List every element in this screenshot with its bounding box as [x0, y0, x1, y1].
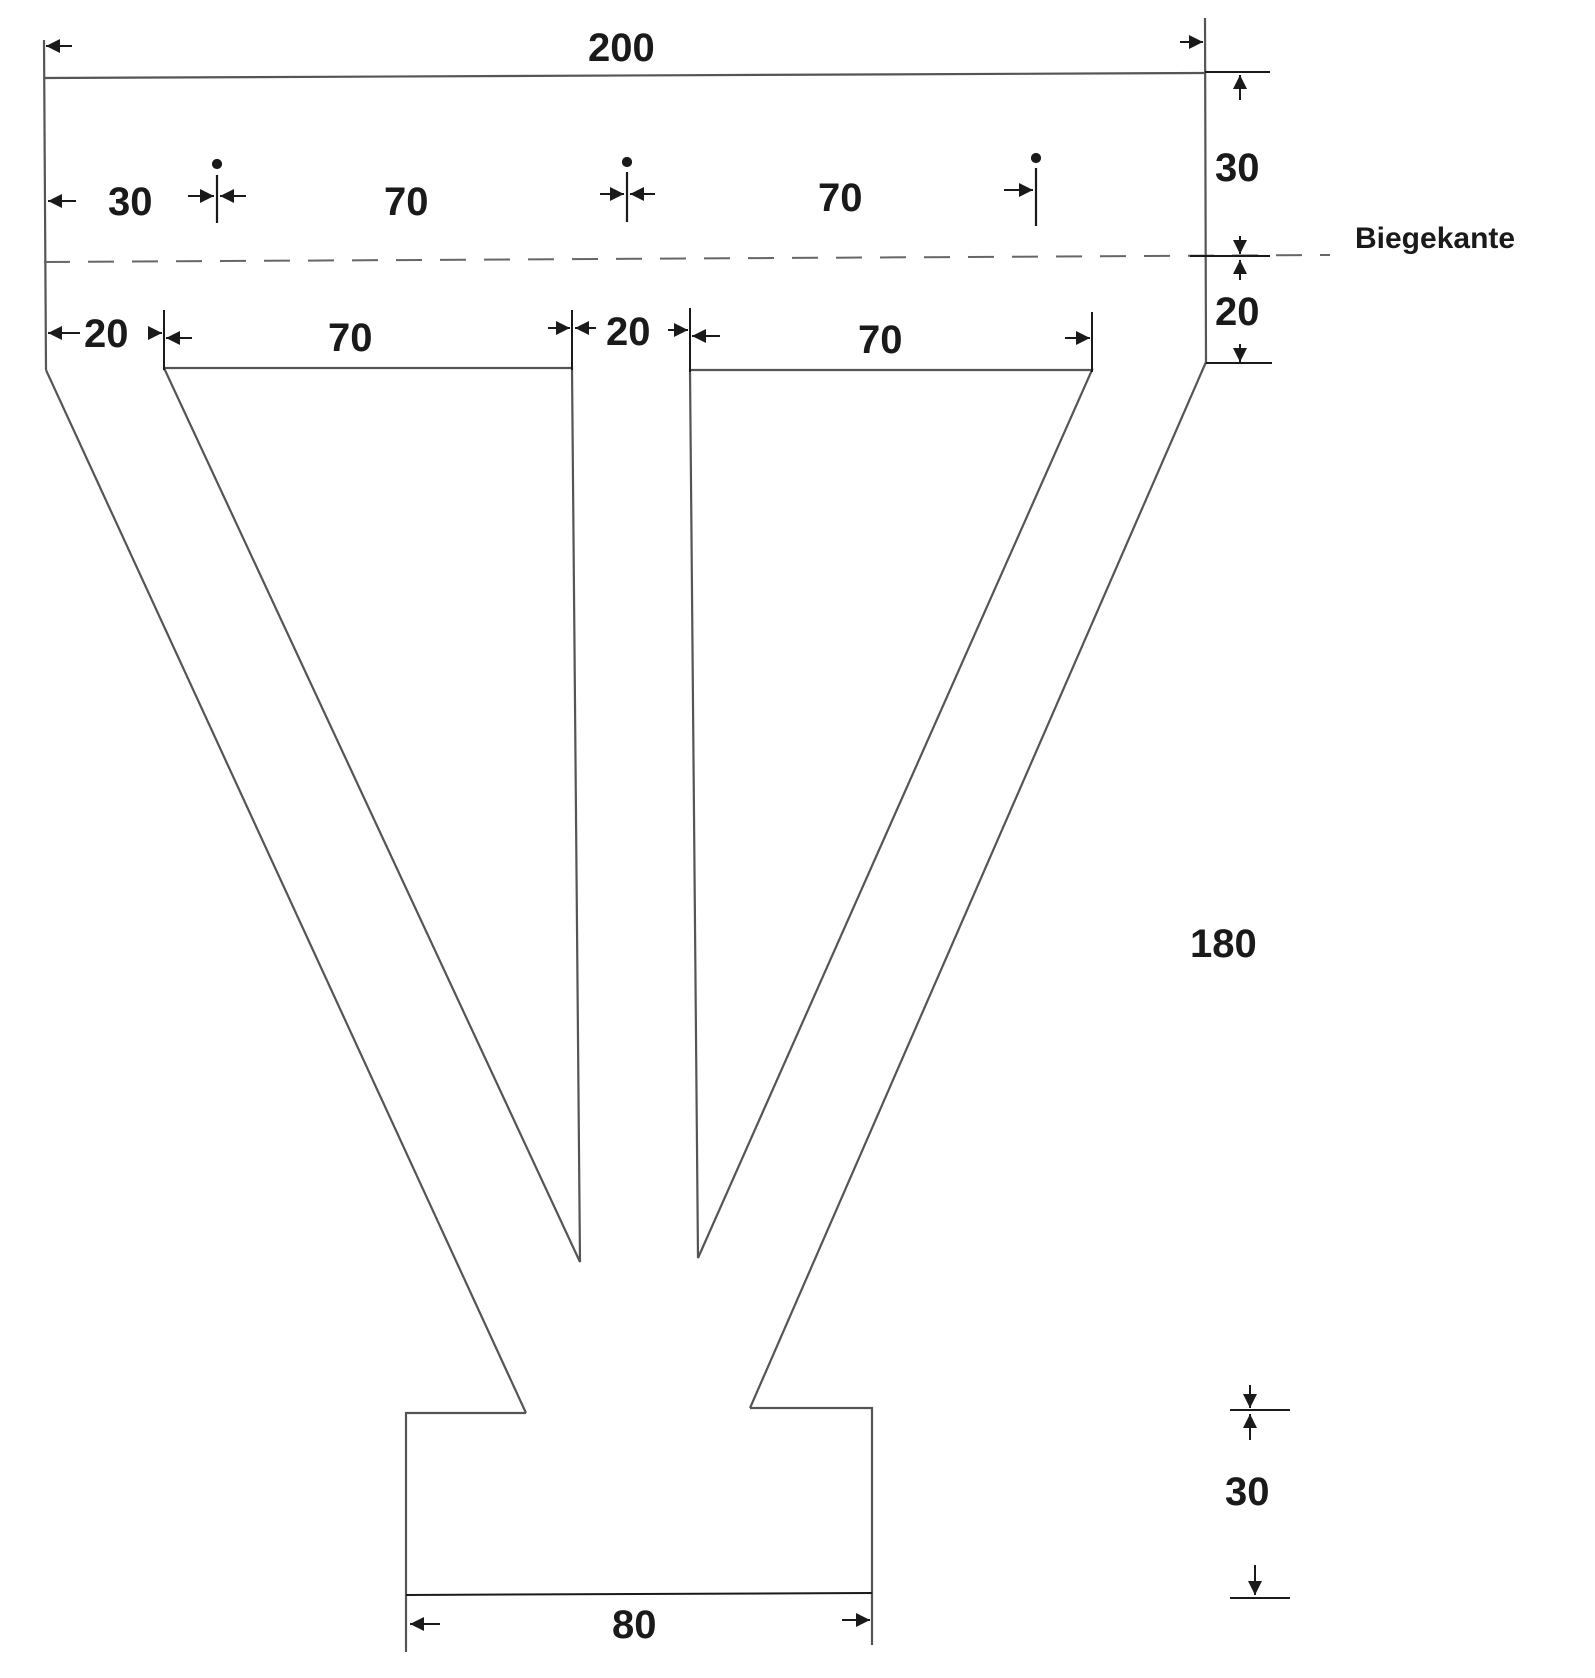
dim-label-total-width: 200: [588, 26, 655, 70]
hole-mark-1: [213, 160, 221, 168]
bend-edge-label: Biegekante: [1355, 222, 1516, 255]
dim-label-hole-spacing-left: 70: [384, 180, 429, 224]
outline-left-taper: [46, 370, 526, 1413]
dim-label-top-strip-height: 30: [1215, 146, 1260, 190]
dim-label-gap-width-right: 70: [858, 318, 903, 362]
hole-mark-3: [1032, 154, 1040, 162]
outline-tab-right: [750, 1408, 872, 1645]
part-outline: [44, 18, 1206, 1652]
bend-line: [44, 255, 1330, 262]
outline-right-edge-upper: [1205, 18, 1206, 362]
cutout-left: [164, 368, 580, 1262]
hole-marks: [213, 154, 1040, 226]
dim-label-lower-strip-height: 20: [1215, 290, 1260, 334]
dim-label-tab-height: 30: [1225, 1470, 1270, 1514]
dim-label-hole-spacing-right: 70: [818, 176, 863, 220]
dim-line-80: [406, 1593, 872, 1595]
dim-label-tab-width: 80: [612, 1603, 657, 1647]
dim-label-hole-edge-offset: 30: [108, 180, 153, 224]
dim-label-arm-width-left: 20: [84, 312, 129, 356]
dimension-arrows: [46, 42, 1255, 1624]
dim-label-arm-width-center: 20: [606, 310, 651, 354]
outline-right-taper: [750, 362, 1206, 1408]
outline-top-edge: [44, 73, 1205, 78]
outline-left-edge-upper: [44, 40, 46, 370]
dim-label-taper-height: 180: [1190, 922, 1257, 966]
dimension-extension-lines: [164, 72, 1290, 1598]
hole-mark-2: [623, 158, 631, 166]
cutout-right: [690, 370, 1092, 1258]
outline-tab: [406, 1413, 526, 1652]
dim-label-gap-width-left: 70: [328, 316, 373, 360]
